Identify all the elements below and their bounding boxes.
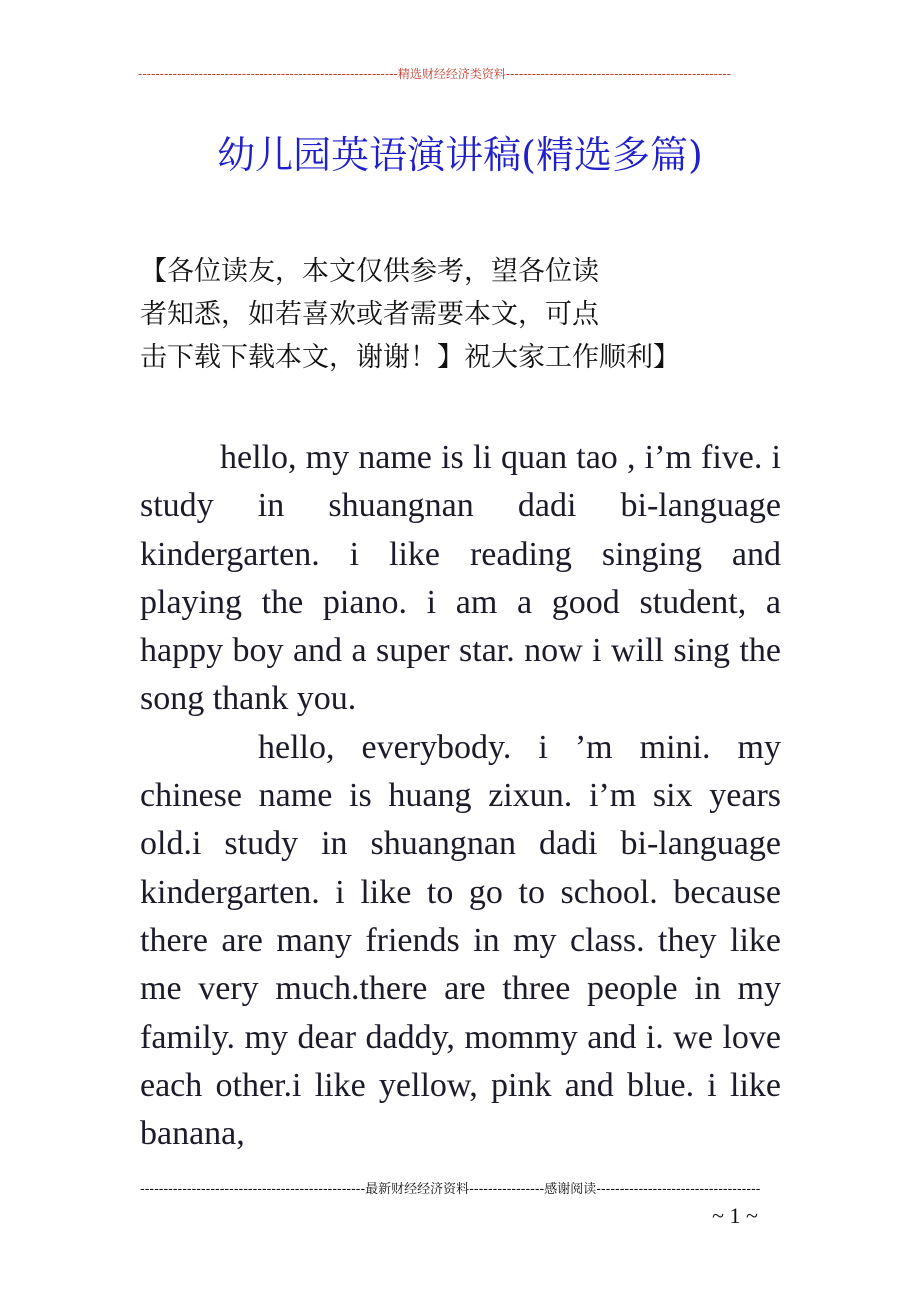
footer-label-b: 感谢阅读 xyxy=(544,1182,597,1197)
footer-dashes-b: ---------------- xyxy=(469,1182,545,1197)
speech-body xyxy=(140,434,781,1158)
notice-line-2: 者知悉，如若喜欢或者需要本文，可点 xyxy=(140,299,599,330)
page-footer xyxy=(140,1182,760,1198)
document-title: 幼儿园英语演讲稿(精选多篇) xyxy=(217,133,703,177)
notice-line-3: 击下载下载本文，谢谢！】祝大家工作顺利】 xyxy=(140,342,680,373)
reader-notice xyxy=(140,250,780,379)
page-number: ~ 1 ~ xyxy=(712,1203,758,1228)
page-header xyxy=(138,66,738,82)
footer-dashes-c: ----------------------------------- xyxy=(596,1182,760,1197)
notice-line-1: 【各位读友，本文仅供参考，望各位读 xyxy=(140,256,599,287)
header-dashes-right: ---------------------------------------------------- xyxy=(505,67,731,81)
speech-paragraph-1: hello, my name is li quan tao , i’m five. i study in shuangnan dadi bi-language kindergarten. i like reading singing and playing the piano. i am a good student, a happy boy and a super star. now i will sing the song thank you. xyxy=(140,439,781,718)
footer-label-a: 最新财经经济资料 xyxy=(365,1182,470,1197)
header-label: 精选财经经济类资料 xyxy=(397,67,506,81)
footer-dashes-a: ------------------------------------------------ xyxy=(140,1182,366,1197)
speech-paragraph-2: hello, everybody. i ’m mini. my chinese name is huang zixun. i’m six years old.i study in shuangnan dadi bi-language kindergarten. i like to go to school. because there are many friends in my class. they like me very much.there are three people in my family. my dear daddy, mommy and i. we love each other.i like yellow, pink and blue. i like banana, xyxy=(140,728,781,1153)
header-dashes-left: ------------------------------------------------------------ xyxy=(138,67,398,81)
